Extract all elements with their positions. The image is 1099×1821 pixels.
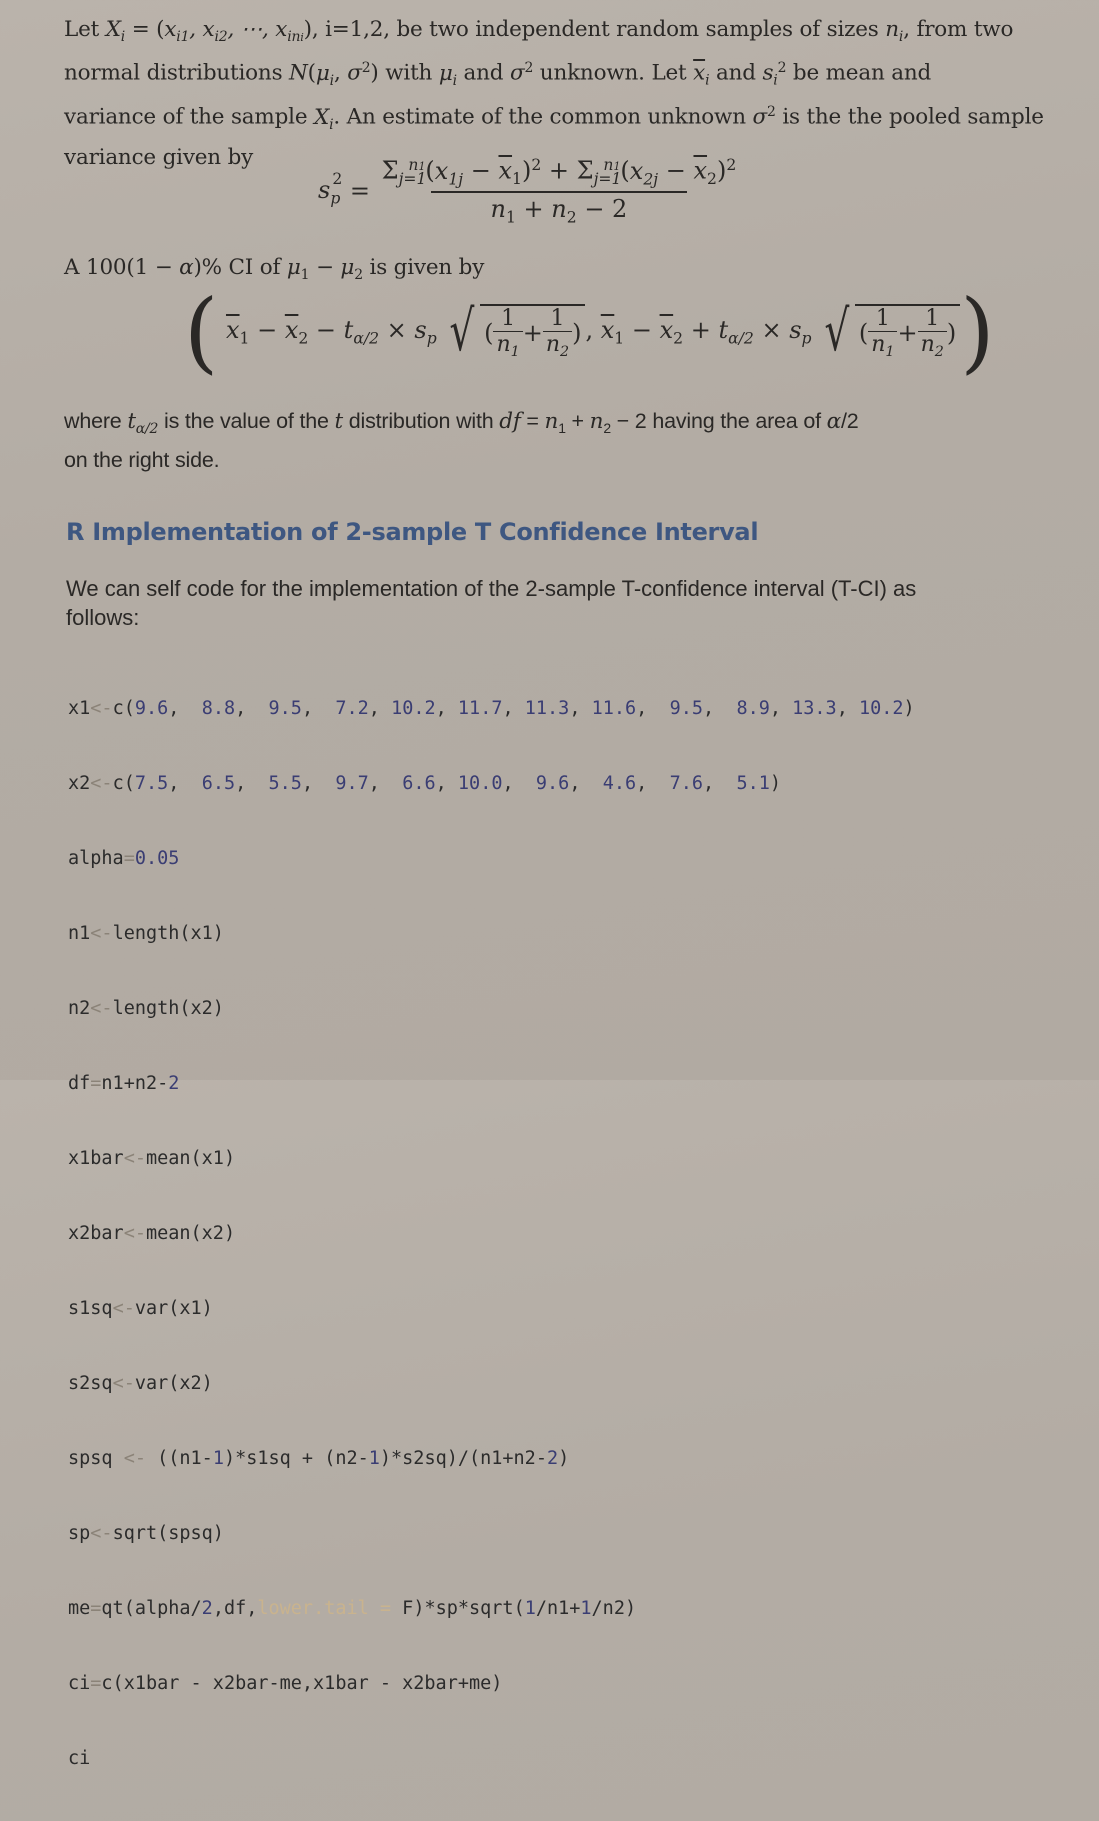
code-line-me: me=qt(alpha/2,df,lower.tail = F)*sp*sqrt(1/n1+1/n2)	[68, 1598, 637, 1619]
where-paragraph	[64, 406, 1044, 477]
where-line-1: where $t_{\alpha/2}$ is the value of the t distribution with df = $n_1 + n_2 - 2$ having the area of α/2	[64, 409, 859, 437]
code-line-x2bar: x2bar<-mean(x2)	[68, 1223, 236, 1244]
section-heading: R Implementation of 2-sample T Confidence Interval	[66, 518, 759, 546]
code-line-sp: sp<-sqrt(spsq)	[68, 1523, 224, 1544]
code-line-ci-print: ci	[68, 1748, 91, 1769]
ci-formula: ( $\overline{x}_1 - \overline{x}_2 - t_{\alpha/2} \times s_p$ √ ( $\frac{1}{n_1}$ + $\frac{1}{n_2}$ ) , $\overline{x}_1 - \overline{x}_2 + t_{\alpha/2} \times s_p$ √ ( $\frac{1}{n_1}$ + $\frac{1}{n_2}$ ) )	[184, 280, 995, 383]
code-line-x1bar: x1bar<-mean(x1)	[68, 1148, 236, 1169]
pooled-variance-formula: $s_p^2$ = $\frac{\Sigma_{j=1}^{n1}(x_{1j} - \overline{x}_1)^2 + \Sigma_{j=1}^{n1}(x_{2j} - \overline{x}_2)^2}{n_1 + n_2 - 2}$	[318, 156, 740, 226]
ci-intro: A 100(1 − α)% CI of $\mu_1 - \mu_2$ is given by	[64, 255, 485, 283]
sqrt-term-lower: √ ( $\frac{1}{n_1}$ + $\frac{1}{n_2}$ )	[444, 304, 585, 360]
code-line-x2: x2<-c(7.5, 6.5, 5.5, 9.7, 6.6, 10.0, 9.6, 4.6, 7.6, 5.1)	[68, 773, 781, 794]
intro-paragraph	[64, 14, 1044, 173]
code-line-alpha: alpha=0.05	[68, 848, 180, 869]
code-line-s2sq: s2sq<-var(x2)	[68, 1373, 213, 1394]
pooled-variance-fraction: $\frac{\Sigma_{j=1}^{n1}(x_{1j} - \overline{x}_1)^2 + \Sigma_{j=1}^{n1}(x_{2j} - \overline{x}_2)^2}{n_1 + n_2 - 2}$	[381, 156, 737, 227]
intro-line-2: normal distributions $N(\mu_i$, $\sigma^2$) with $\mu_i$ and $\sigma^2$ unknown. Let $\overline{x}_i$ and $s_i^2$ be mean and	[64, 60, 932, 89]
code-line-n2: n2<-length(x2)	[68, 998, 224, 1019]
description-line-1: We can self code for the implementation of the 2-sample T-confidence interval (T-CI) as	[66, 576, 917, 601]
right-paren: )	[960, 280, 995, 383]
description-line-2: follows:	[66, 605, 140, 630]
intro-line-1: Let $X_i = (x_{i1}$, $x_{i2}$, ⋯, $x_{ini}$), i=1,2, be two independent random samples of sizes $n_i$, from two	[64, 17, 1014, 45]
left-paren: (	[184, 280, 219, 383]
code-line-n1: n1<-length(x1)	[68, 923, 224, 944]
intro-line-4: variance given by	[64, 144, 254, 170]
code-line-ci: ci=c(x1bar - x2bar-me,x1bar - x2bar+me)	[68, 1673, 503, 1694]
where-line-2: on the right side.	[64, 448, 220, 473]
intro-line-3: variance of the sample $X_i$. An estimate of the common unknown $\sigma^2$ is the the pooled sample	[64, 104, 1044, 134]
code-line-df: df=n1+n2-2	[68, 1073, 180, 1094]
code-line-spsq: spsq <- ((n1-1)*s1sq + (n2-1)*s2sq)/(n1+n2-2)	[68, 1448, 570, 1469]
r-code-block	[68, 646, 915, 1821]
section-description	[66, 574, 1026, 632]
code-line-x1: x1<-c(9.6, 8.8, 9.5, 7.2, 10.2, 11.7, 11.3, 11.6, 9.5, 8.9, 13.3, 10.2)	[68, 698, 915, 719]
code-line-s1sq: s1sq<-var(x1)	[68, 1298, 213, 1319]
sqrt-term-upper: √ ( $\frac{1}{n_1}$ + $\frac{1}{n_2}$ )	[819, 304, 960, 360]
